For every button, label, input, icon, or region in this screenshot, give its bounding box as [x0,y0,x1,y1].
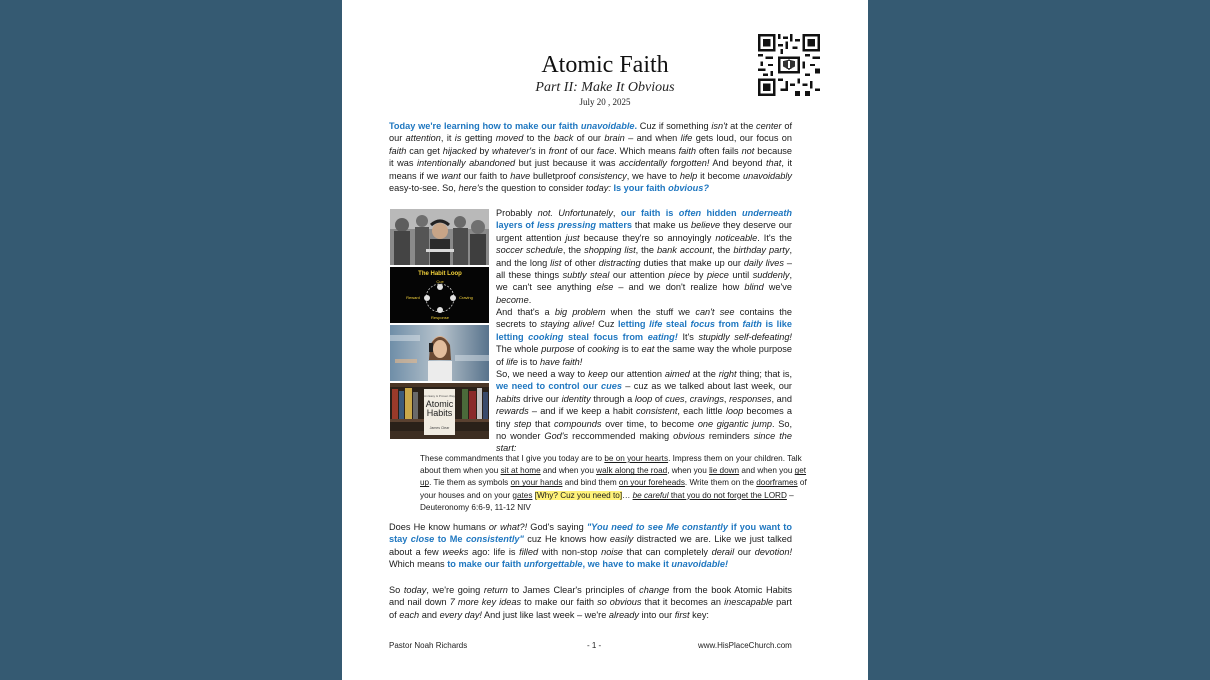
distracted-person-image [390,325,489,381]
footer-website[interactable]: www.HisPlaceChurch.com [698,641,792,650]
paragraph-so-today: So today, we're going return to James Clear's principles of change from the book Atomic Habits and nail down 7 more key ideas to make our faith so obvious that it becomes an inescapable part of each and every day! And just like last week – we're already into our first key: [389,585,793,620]
footer-author: Pastor Noah Richards [389,641,468,650]
document-page [342,0,868,680]
paragraph-does-he-know: Does He know humans or what?! God's saying "You need to see Me constantly if you want to stay close to Me consistently" cuz He knows how easily distracted we are. Like we just talked about a few weeks ago: life is filled with non-stop noise that can completely derail our devotion! Which means to make our faith unforgettable, we have to make it unavoidable! [389,522,792,570]
habit-loop-reward: Reward [406,295,420,300]
book-title-line2: Habits [426,408,453,418]
page-subtitle: Part II: Make It Obvious [535,80,675,95]
paragraph-probably-not: Probably not. Unfortunately, our faith is often hidden underneath layers of less pressing matters that make us believe they deserve our urgent attention just because they're so annoyingly noticeable. It's the soccer schedule, the shopping list, the bank account, the birthday party, and the long list of other distracting duties that make up our daily lives – all these things subtly steal our attention piece by piece until suddenly, we can't see anything else – and we don't realize how blind we've become. [496,208,793,305]
habit-loop-response: Response [430,315,450,320]
paragraph-big-problem: And that's a big problem when the stuff we can't see contains the secrets to staying alive! Cuz letting life steal focus from faith is like letting cooking steal focus from eating! It's stupidly self-defeating! The whole purpose of cooking is to eat the same way the whole purpose of life is to have faith! [496,307,792,367]
habit-loop-craving: Craving [459,295,473,300]
habit-loop-cue: Cue [436,279,444,284]
scripture-quote: These commandments that I give you today are to be on your hearts. Impress them on your children. Talk about them when you sit at home and when you walk along the road, when you lie down and when you get up. Tie them as symbols on your hands and bind them on your foreheads. Write them on the doorframes of your houses and on your gates [Why? Cuz you need to]… be careful that you do not forget the LORD – Deuteronomy 6:6-9, 11-12 NIV [420,454,807,512]
page-date: July 20 , 2025 [579,97,631,107]
qr-code-icon [758,34,820,96]
book-title-line1: Atomic [425,399,454,409]
habit-loop-image [390,267,489,323]
svg-text:An Easy & Proven Way: An Easy & Proven Way [423,394,456,398]
footer-page-number: - 1 - [587,641,602,650]
atomic-habits-book-image [390,383,489,439]
paragraph-control-cues: So, we need a way to keep our attention aimed at the right thing; that is, we need to control our cues – cuz as we talked about last week, our habits drive our identity through a loop of cues, cravings, responses, and rewards – and if we keep a habit consistent, each little loop becomes a tiny step that compounds over time, to become one gigantic jump. So, no wonder God's reccommended making obvious reminders since the start: [496,369,793,454]
intro-paragraph: Today we're learning how to make our faith unavoidable. Cuz if something isn't at the center of our attention, it is getting moved to the back of our brain – and when life gets loud, our focus on faith can get hijacked by whatever's in front of our face. Which means faith often fails not because it was intentionally abandoned but just because it was accidentally forgotten! And beyond that, it means if we want our faith to have bulletproof consistency, we have to help it become unavoidably easy-to-see. So, here's the question to consider today: Is your faith obvious? [389,121,793,194]
stressed-crowd-image [390,209,489,265]
book-author: James Clear [429,426,450,430]
page-title: Atomic Faith [541,52,669,78]
habit-loop-title: The Habit Loop [418,271,462,277]
